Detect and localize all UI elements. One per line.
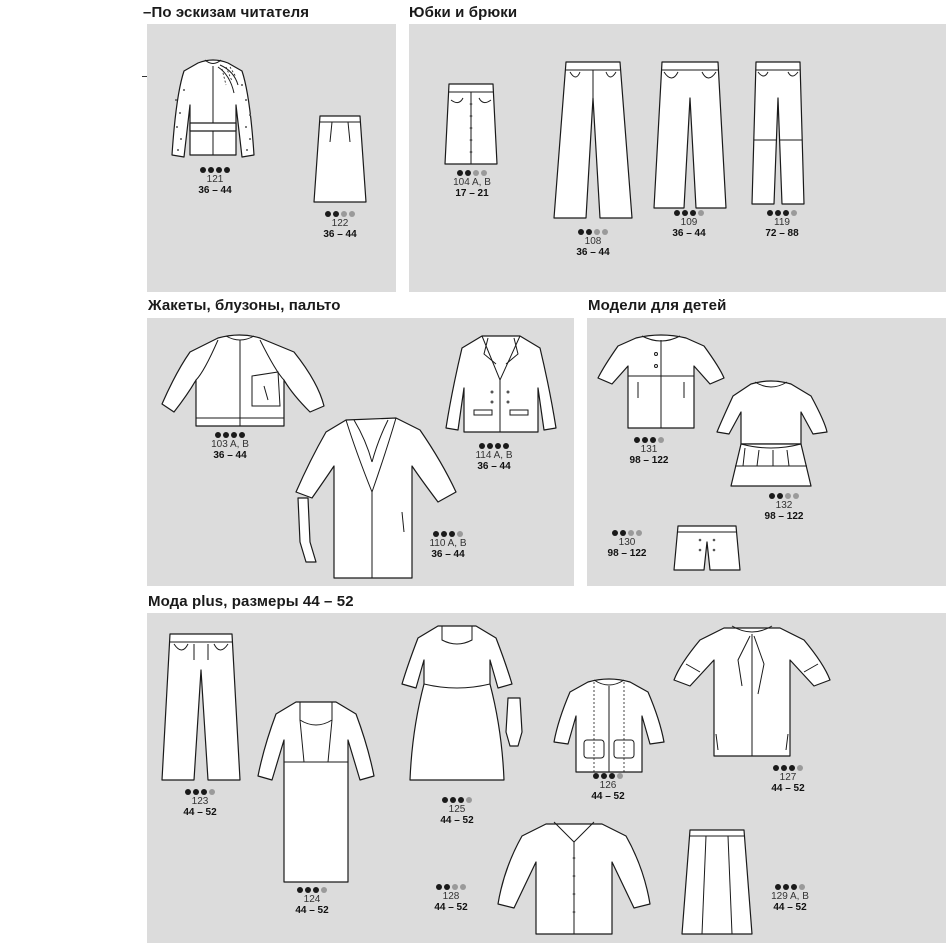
model-sizes: 44 – 52 (434, 902, 468, 913)
model-sizes: 98 – 122 (629, 455, 669, 466)
model-sizes: 44 – 52 (183, 807, 217, 818)
model-sizes: 44 – 52 (591, 791, 625, 802)
model-number: 119 (774, 217, 790, 228)
model-108-label (568, 229, 618, 258)
model-number: 121 (206, 174, 224, 185)
difficulty-dot-filled (216, 167, 222, 173)
model-123-label (175, 789, 225, 818)
difficulty-dots (583, 773, 633, 779)
difficulty-dot-filled (457, 170, 463, 176)
difficulty-dot-filled (441, 531, 447, 537)
difficulty-dot-filled (333, 211, 339, 217)
model-sizes: 36 – 44 (213, 450, 247, 461)
difficulty-dot-filled (313, 887, 319, 893)
sketch-109-trousers (650, 58, 730, 213)
difficulty-dot-filled (775, 210, 781, 216)
difficulty-dot-filled (479, 443, 485, 449)
sketch-119-trousers (748, 58, 808, 208)
difficulty-dot-filled (223, 432, 229, 438)
section-title-plus: Мода plus, размеры 44 – 52 (148, 593, 354, 610)
difficulty-dots (599, 530, 655, 536)
section-title-kids: Модели для детей (588, 297, 727, 314)
difficulty-dot-empty (793, 493, 799, 499)
section-title-readers: –По эскизам читателя (143, 4, 310, 21)
sketch-114-jacket (444, 330, 559, 440)
difficulty-dots (763, 765, 813, 771)
model-sizes: 36 – 44 (477, 461, 511, 472)
difficulty-dot-empty (452, 884, 458, 890)
difficulty-dot-filled (620, 530, 626, 536)
difficulty-dots (464, 443, 524, 449)
sketch-132-dress (715, 378, 830, 490)
model-number: 103 A, B (211, 439, 249, 450)
difficulty-dots (621, 437, 677, 443)
difficulty-dot-filled (642, 437, 648, 443)
difficulty-dot-filled (297, 887, 303, 893)
sketch-130-shorts (672, 522, 742, 574)
difficulty-dot-empty (797, 765, 803, 771)
difficulty-dot-empty (602, 229, 608, 235)
difficulty-dot-empty (457, 531, 463, 537)
difficulty-dot-empty (698, 210, 704, 216)
difficulty-dots (190, 167, 240, 173)
difficulty-dot-filled (231, 432, 237, 438)
difficulty-dot-empty (341, 211, 347, 217)
difficulty-dots (315, 211, 365, 217)
difficulty-dot-filled (325, 211, 331, 217)
difficulty-dot-empty (799, 884, 805, 890)
difficulty-dot-filled (578, 229, 584, 235)
sketch-104-skirt (441, 80, 501, 170)
difficulty-dots (760, 884, 820, 890)
difficulty-dots (442, 170, 502, 176)
difficulty-dot-filled (586, 229, 592, 235)
model-sizes: 44 – 52 (773, 902, 807, 913)
difficulty-dot-filled (690, 210, 696, 216)
difficulty-dot-filled (239, 432, 245, 438)
difficulty-dot-filled (593, 773, 599, 779)
difficulty-dot-filled (495, 443, 501, 449)
difficulty-dot-empty (460, 884, 466, 890)
difficulty-dot-empty (466, 797, 472, 803)
sketch-129-skirt (680, 826, 755, 938)
difficulty-dot-filled (674, 210, 680, 216)
difficulty-dot-filled (609, 773, 615, 779)
difficulty-dot-empty (785, 493, 791, 499)
model-sizes: 36 – 44 (323, 229, 357, 240)
difficulty-dot-filled (465, 170, 471, 176)
difficulty-dots (175, 789, 225, 795)
difficulty-dot-filled (783, 884, 789, 890)
model-sizes: 44 – 52 (440, 815, 474, 826)
sketch-108-trousers (548, 58, 638, 223)
difficulty-dot-filled (601, 773, 607, 779)
difficulty-dot-filled (458, 797, 464, 803)
difficulty-dots (287, 887, 337, 893)
section-title-skirts: Юбки и брюки (409, 4, 518, 21)
model-sizes: 98 – 122 (607, 548, 647, 559)
difficulty-dot-empty (636, 530, 642, 536)
model-131-label (621, 437, 677, 466)
model-number: 114 A, B (475, 450, 513, 461)
sketch-127-tunic (672, 620, 832, 760)
difficulty-dot-empty (209, 789, 215, 795)
sketch-124-dress (256, 696, 376, 886)
difficulty-dots (757, 210, 807, 216)
difficulty-dot-filled (200, 167, 206, 173)
model-sizes: 44 – 52 (771, 783, 805, 794)
model-130-label (599, 530, 655, 559)
difficulty-dot-empty (349, 211, 355, 217)
section-title-jackets: Жакеты, блузоны, пальто (148, 297, 341, 314)
model-number: 110 A, B (429, 538, 467, 549)
difficulty-dot-filled (444, 884, 450, 890)
model-number: 128 (442, 891, 460, 902)
model-number: 108 (584, 236, 602, 247)
model-number: 127 (779, 772, 797, 783)
model-number: 125 (448, 804, 466, 815)
model-119-label (757, 210, 807, 239)
sketch-131-coat (596, 332, 726, 432)
model-114-label (464, 443, 524, 472)
model-sizes: 36 – 44 (431, 549, 465, 560)
difficulty-dot-filled (436, 884, 442, 890)
model-104-label (442, 170, 502, 199)
difficulty-dots (418, 531, 478, 537)
difficulty-dots (568, 229, 618, 235)
sketch-122-skirt (310, 112, 370, 207)
difficulty-dot-filled (193, 789, 199, 795)
difficulty-dot-filled (781, 765, 787, 771)
difficulty-dots (200, 432, 260, 438)
difficulty-dot-empty (617, 773, 623, 779)
model-number: 126 (599, 780, 617, 791)
difficulty-dot-filled (769, 493, 775, 499)
difficulty-dot-filled (634, 437, 640, 443)
difficulty-dot-filled (208, 167, 214, 173)
difficulty-dot-filled (503, 443, 509, 449)
model-number: 132 (775, 500, 793, 511)
model-103-label (200, 432, 260, 461)
sketch-125-dress (400, 620, 530, 790)
model-128-label (426, 884, 476, 913)
model-110-label (418, 531, 478, 560)
difficulty-dot-filled (783, 210, 789, 216)
difficulty-dot-filled (450, 797, 456, 803)
model-126-label (583, 773, 633, 802)
model-132-label (756, 493, 812, 522)
difficulty-dot-filled (224, 167, 230, 173)
model-121-label (190, 167, 240, 196)
sketch-123-trousers (158, 630, 243, 785)
difficulty-dot-empty (791, 210, 797, 216)
difficulty-dots (756, 493, 812, 499)
model-sizes: 36 – 44 (672, 228, 706, 239)
difficulty-dot-empty (473, 170, 479, 176)
difficulty-dot-filled (777, 493, 783, 499)
model-number: 104 A, B (453, 177, 491, 188)
difficulty-dot-filled (767, 210, 773, 216)
sketch-121-jacket (168, 55, 258, 170)
model-sizes: 98 – 122 (764, 511, 804, 522)
model-109-label (664, 210, 714, 239)
difficulty-dot-filled (650, 437, 656, 443)
sketch-128-blouse (494, 818, 654, 938)
model-sizes: 36 – 44 (576, 247, 610, 258)
model-number: 123 (191, 796, 209, 807)
model-number: 131 (640, 444, 658, 455)
model-124-label (287, 887, 337, 916)
model-sizes: 72 – 88 (765, 228, 799, 239)
difficulty-dot-empty (321, 887, 327, 893)
model-sizes: 44 – 52 (295, 905, 329, 916)
difficulty-dot-empty (658, 437, 664, 443)
difficulty-dot-filled (775, 884, 781, 890)
difficulty-dot-filled (433, 531, 439, 537)
model-122-label (315, 211, 365, 240)
difficulty-dots (426, 884, 476, 890)
difficulty-dot-filled (215, 432, 221, 438)
model-125-label (432, 797, 482, 826)
model-sizes: 36 – 44 (198, 185, 232, 196)
sketch-126-jacket (552, 676, 667, 776)
model-number: 129 A, B (771, 891, 809, 902)
difficulty-dot-filled (449, 531, 455, 537)
model-number: 109 (680, 217, 698, 228)
difficulty-dot-filled (682, 210, 688, 216)
difficulty-dot-filled (791, 884, 797, 890)
model-number: 124 (303, 894, 321, 905)
difficulty-dot-filled (612, 530, 618, 536)
model-127-label (763, 765, 813, 794)
difficulty-dot-filled (789, 765, 795, 771)
model-number: 130 (618, 537, 636, 548)
model-129-label (760, 884, 820, 913)
difficulty-dot-empty (628, 530, 634, 536)
model-sizes: 17 – 21 (455, 188, 489, 199)
difficulty-dots (664, 210, 714, 216)
difficulty-dot-filled (487, 443, 493, 449)
difficulty-dot-filled (305, 887, 311, 893)
difficulty-dot-filled (201, 789, 207, 795)
model-number: 122 (331, 218, 349, 229)
difficulty-dot-filled (185, 789, 191, 795)
difficulty-dot-filled (442, 797, 448, 803)
difficulty-dot-empty (594, 229, 600, 235)
difficulty-dot-filled (773, 765, 779, 771)
difficulty-dots (432, 797, 482, 803)
difficulty-dot-empty (481, 170, 487, 176)
